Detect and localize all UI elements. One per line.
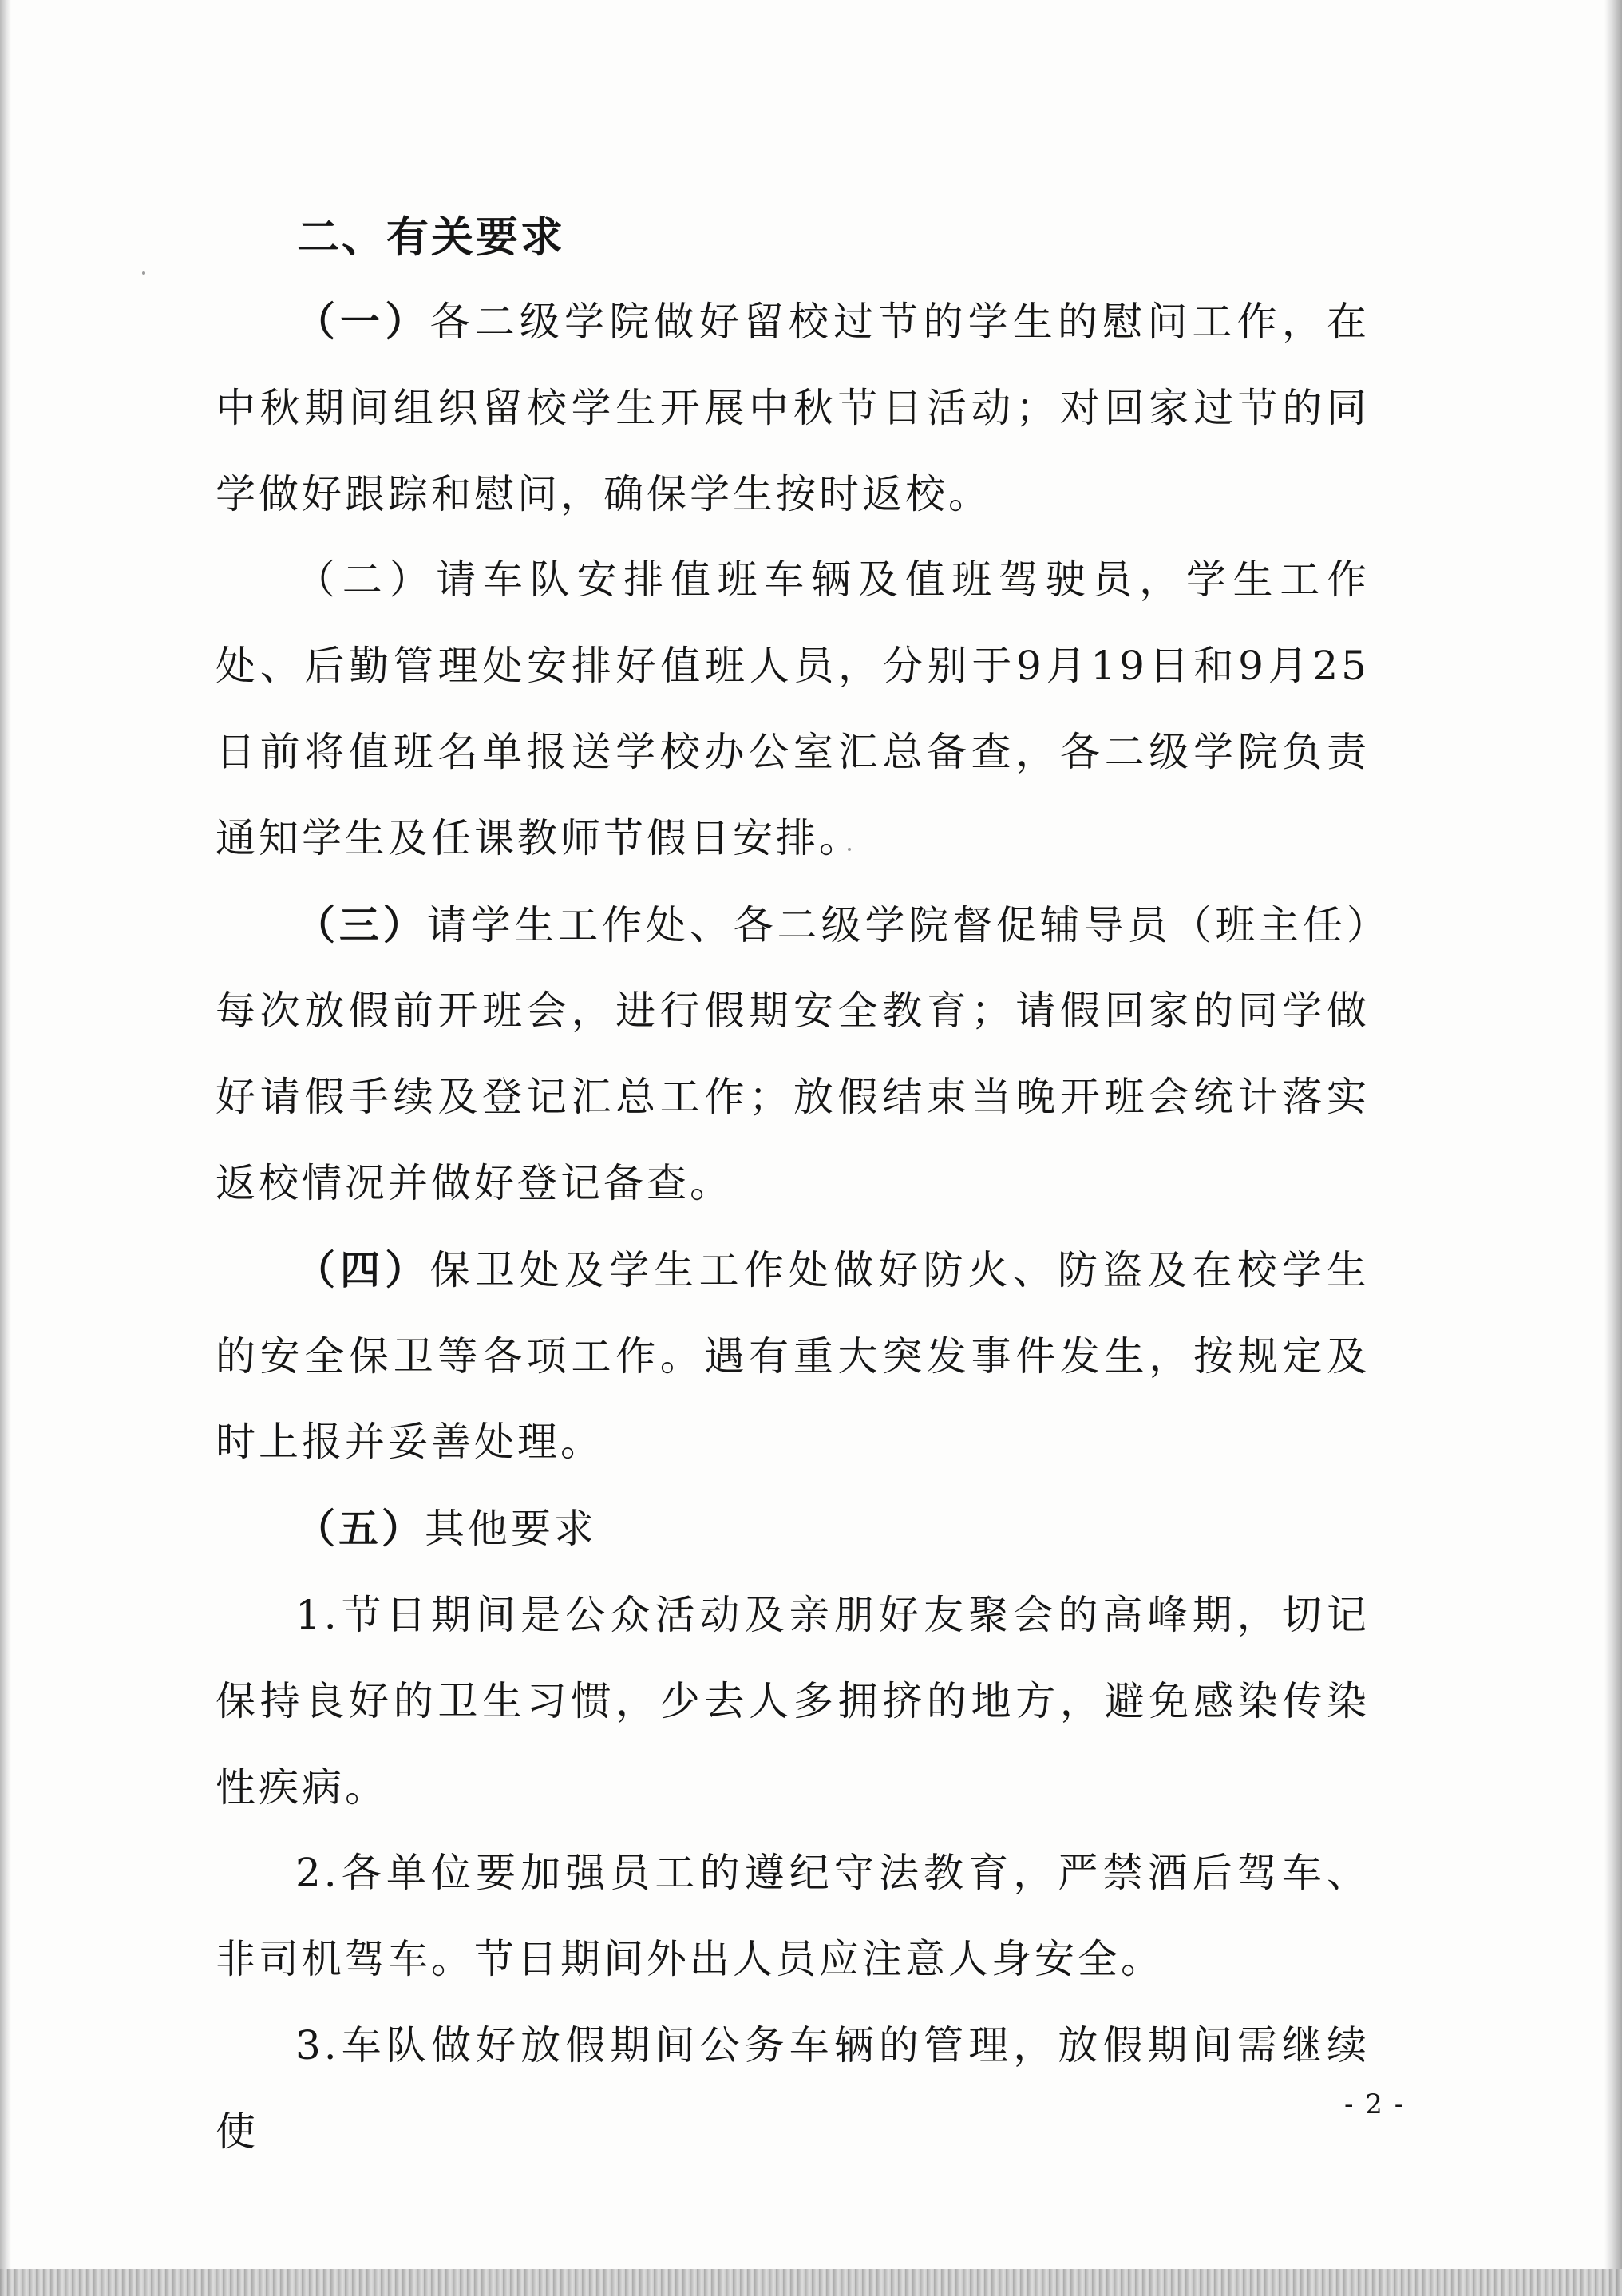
paragraph-text: 2.各单位要加强员工的遵纪守法教育，严禁酒后驾车、非司机驾车。节日期间外出人员应注意人身安全。 [216, 1850, 1370, 1983]
document-body [216, 279, 1370, 2175]
page-number: - 2 - [1344, 2088, 1406, 2120]
paragraph-text: 3.车队做好放假期间公务车辆的管理，放假期间需继续使 [216, 2021, 1370, 2155]
paragraph-3 [216, 882, 1370, 1227]
scan-speck [142, 271, 145, 275]
paragraph-5 [216, 1486, 1370, 1573]
paragraph-label: （二） [295, 556, 437, 604]
paragraph-7 [216, 1831, 1370, 2003]
scan-edge-right [1604, 0, 1622, 2296]
paragraph-text: 各二级学院做好留校过节的学生的慰问工作，在中秋期间组织留校学生开展中秋节日活动；对回家过节的同学做好跟踪和慰问，确保学生按时返校。 [216, 299, 1371, 517]
paragraph-text: 保卫处及学生工作处做好防火、防盗及在校学生的安全保卫等各项工作。遇有重大突发事件发生，按规定及时上报并妥善处理。 [216, 1246, 1371, 1466]
paragraph-text: 其他要求 [425, 1506, 597, 1553]
paragraph-1 [216, 279, 1370, 537]
paragraph-label: （四） [295, 1245, 430, 1293]
scan-edge-left [0, 0, 11, 2296]
paragraph-text: 请车队安排值班车辆及值班驾驶员，学生工作处、后勤管理处安排好值班人员，分别于9月19日和9月25日前将值班名单报送学校办公室汇总备查，各二级学院负责通知学生及任课教师节假日安排。 [216, 556, 1371, 861]
paragraph-label: （一） [295, 298, 430, 345]
paragraph-text: 1.节日期间是公众活动及亲朋好友聚会的高峰期，切记保持良好的卫生习惯，少去人多拥挤的地方，避免感染传染性疾病。 [216, 1591, 1370, 1811]
paragraph-6 [216, 1573, 1370, 1831]
paragraph-2 [216, 537, 1370, 881]
paragraph-label: （三） [295, 901, 427, 948]
paragraph-label: （五） [295, 1505, 425, 1553]
paragraph-text: 请学生工作处、各二级学院督促辅导员（班主任）每次放假前开班会，进行假期安全教育；请假回家的同学做好请假手续及登记汇总工作；放假结束当晚开班会统计落实返校情况并做好登记备查。 [216, 901, 1370, 1206]
scan-edge-bottom [0, 2269, 1622, 2296]
section-heading: 二、有关要求 [297, 213, 565, 262]
paragraph-8 [216, 2003, 1370, 2175]
paragraph-4 [216, 1227, 1370, 1486]
